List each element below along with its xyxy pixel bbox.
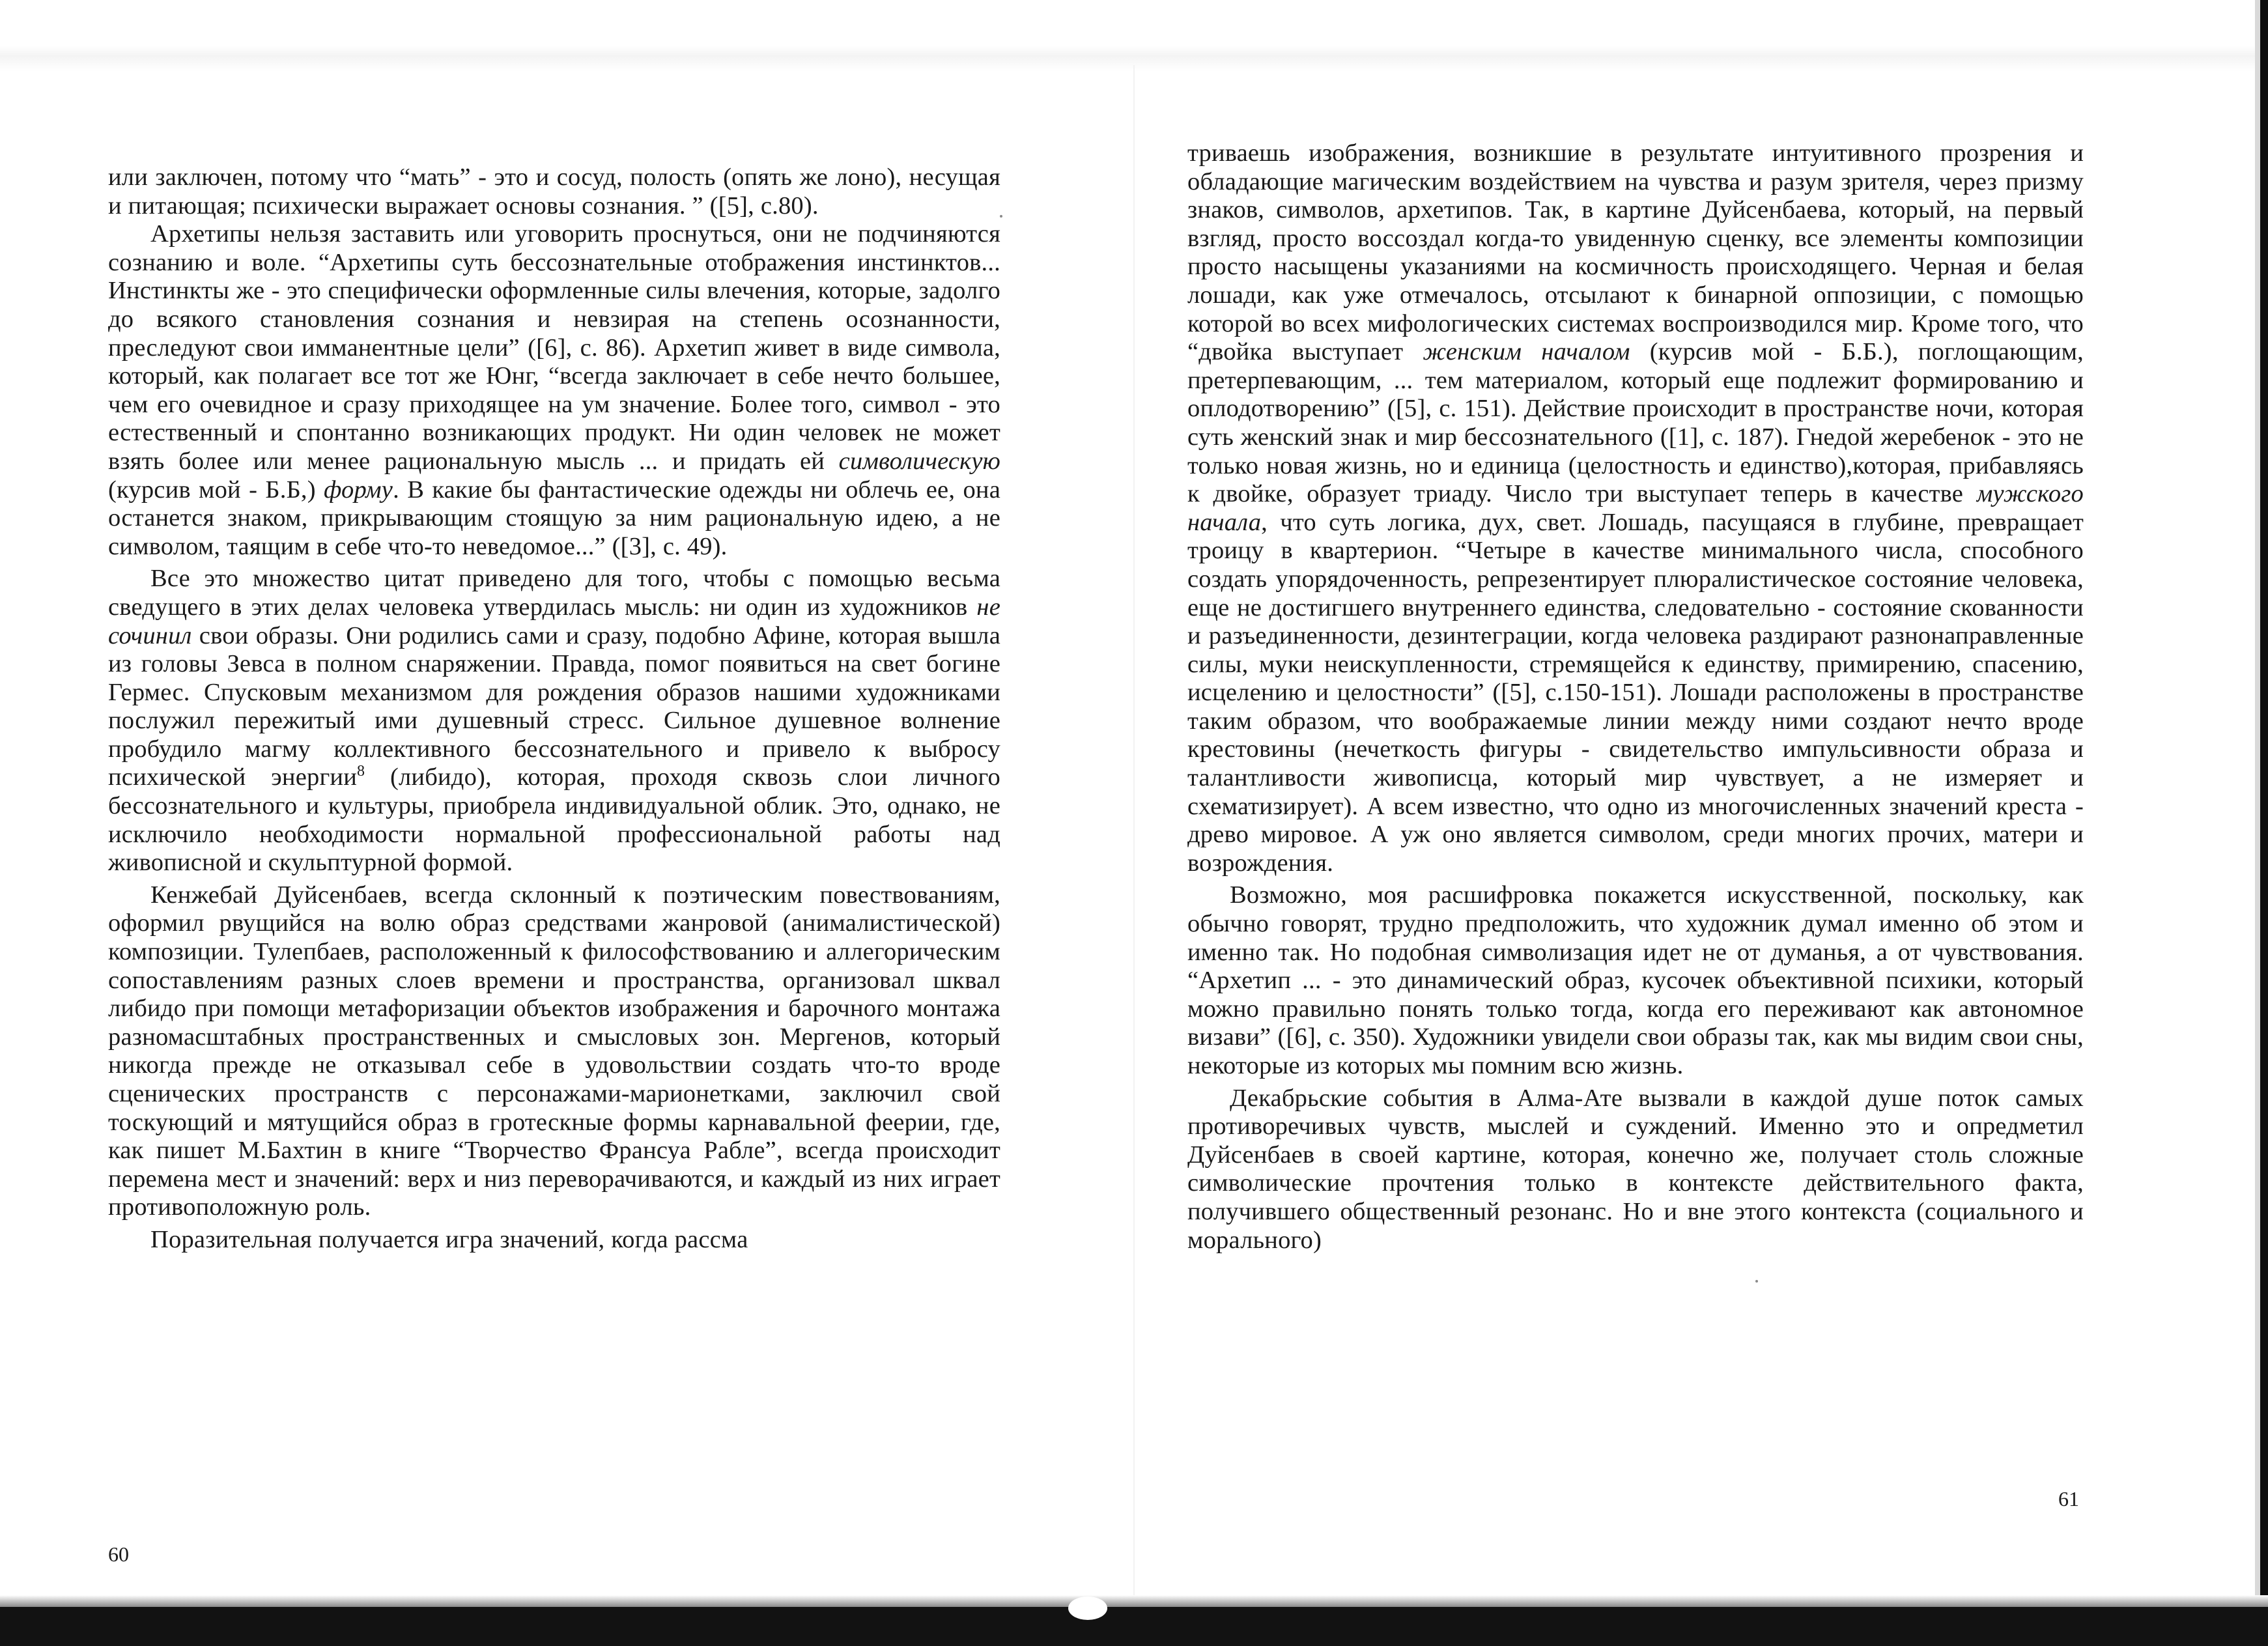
italic-text: символическую: [838, 447, 1000, 475]
text-run: Поразительная получается игра значений, когда рассма: [150, 1225, 748, 1253]
text-run: Возможно, моя расшифровка покажется искусственной, поскольку, как обычно говорят, трудно предположить, что художник думал именно об этом и именно так. Но подобная символизация идет не от думанья, а от чувствования. “Архетип ... - это динамический образ, кусочек объективной психики, который можно правильно понять только тогда, когда его переживают как автономное визави” ([6], с. 350). Художники увидели свои образы так, как мы видим свои сны, некоторые из которых мы помним всю жизнь.: [1187, 881, 2084, 1079]
scan-bottom-edge: [0, 1607, 2268, 1646]
text-run: Кенжебай Дуйсенбаев, всегда склонный к поэтическим повествованиям, оформил рвущийся на волю образ средствами жанровой (анималистической) композиции. Тулепбаев, расположенный к философствованию и аллегорическим сопоставлениям разных слоев времени и пространства, организовал шквал либидо при помощи метафоризации объектов изображения и барочного монтажа разномасштабных пространственных и смысловых зон. Мергенов, который никогда прежде не отказывал себе в удовольствии создать что-то вроде сценических пространств с персонажами-марионетками, заключил свой тоскующий и мятущийся образ в гротескные формы карнавальной феерии, где, как пишет М.Бахтин в книге “Творчество Франсуа Рабле”, всегда происходит перемена мест и значений: верх и низ переворачиваются, и каждый из них играет противоположную роль.: [108, 881, 1000, 1221]
text-run: свои образы. Они родились сами и сразу, подобно Афине, которая вышла из головы Зевса в полном снаряжении. Правда, помог появиться на свет богине Гермес. Спусковым механизмом для рождения образов нашими художниками послужил пережитый ими душевный стресс. Сильное душевное волнение пробудило магму коллективного бессознательного и привело к выбросу психической энергии: [108, 621, 1000, 791]
text-run: , что суть логика, дух, свет. Лошадь, пасущаяся в глубине, превращает троицу в квартерион. “Четыре в качестве минимального числа, способного создать упорядоченность, репрезентирует плюралистическое состояние человека, еще не достигшего внутреннего единства, следовательно - состояние скованности и разъединенности, дезинтеграции, когда человека раздирают разнонаправленные силы, муки неискупленности, стремящейся к единству, примирению, спасению, исцелению и целостности” ([5], с.150-151). Лошади расположены в пространстве таким образом, что воображаемые линии между ними создают нечто вроде крестовины (нечеткость фигуры - свидетельство импульсивности образа и талантливости живописца, который мир чувствует, а не измеряет и схематизирует). А всем известно, что одно из многочисленных значений креста - древо мировое. А уж оно является символом, среди многих прочих, матери и возрождения.: [1187, 508, 2084, 877]
text-run: . В какие бы фантастические одежды ни облечь ее, она останется знаком, прикрывающим стоящую за ним рациональную идею, а не символом, таящим в себе что-то неведомое...” ([3], с. 49).: [108, 475, 1000, 560]
text-run: Все это множество цитат приведено для того, чтобы с помощью весьма сведущего в этих делах человека утвердилась мысль: ни один из художников: [108, 565, 1000, 621]
text-run: (курсив мой - Б.Б,): [108, 475, 324, 504]
book-gutter: [1133, 65, 1135, 1615]
italic-text: мужского начала: [1187, 480, 2084, 536]
text-run: Декабрьские события в Алма-Ате вызвали в каждой душе поток самых противоречивых чувств, мыслей и суждений. Именно это и опредметил Дуйсенбаев в своей картине, которая, конечно же, получает столь сложные символические прочтения только в контексте действительного факта, получившего общественный резонанс. Но и вне этого контекста (социального и морального): [1187, 1084, 2084, 1254]
scan-speck: [1755, 1280, 1758, 1283]
paragraph: [108, 565, 1000, 877]
scan-bottom-notch: [1068, 1596, 1107, 1620]
scan-right-edge: [2260, 0, 2268, 1646]
scan-bottom-fade: [0, 1595, 2268, 1607]
footnote-marker: 8: [357, 763, 365, 780]
text-run: или заключен, потому что “мать” - это и сосуд, полость (опять же лоно), несущая и питающая; психически выражает основы сознания. ” ([5], с.80).: [108, 163, 1000, 220]
paragraph: [1187, 881, 2084, 1080]
page-number-right: 61: [2058, 1487, 2079, 1511]
paragraph: [1187, 139, 2084, 877]
paragraph: [1187, 1085, 2084, 1255]
scan-speck: [1000, 215, 1002, 218]
paragraph: [108, 163, 1000, 220]
italic-text: женским началом: [1423, 338, 1630, 366]
text-run: (либидо), которая, проходя сквозь слои личного бессознательного и культуры, приобрела индивидуальной облик. Это, однако, не исключило необходимости нормальной профессиональной работы над живописной и скульптурной формой.: [108, 763, 1001, 877]
text-run: Архетипы нельзя заставить или уговорить проснуться, они не подчиняются сознанию и воле. “Архетипы суть бессознательные отображения инстинктов... Инстинкты же - это специфически оформленные силы влечения, которые, задолго до всякого становления сознания и невзирая на степень осознанности, преследуют свои имманентные цели” ([6], с. 86). Архетип живет в виде символа, который, как полагает все тот же Юнг, “всегда заключает в себе нечто большее, чем его очевидное и сразу приходящее на ум значение. Более того, символ - это естественный и спонтанно возникающих продукт. Ни один человек не может взять более или менее рациональную мысль ... и придать ей: [108, 220, 1000, 475]
page-number-left: 60: [108, 1542, 129, 1566]
text-run: триваешь изображения, возникшие в результате интуитивного прозрения и обладающие магическим воздействием на чувства и разум зрителя, через призму знаков, символов, архетипов. Так, в картине Дуйсенбаева, который, на первый взгляд, просто воссоздал когда-то увиденную сценку, все элементы композиции просто насыщены указаниями на космичность происходящего. Черная и белая лошади, как уже отмечалось, отсылают к бинарной оппозиции, с помощью которой во всех мифологических системах воспроизводился мир. Кроме того, что “двойка выступает: [1187, 139, 2084, 366]
scan-right-shadow: [2255, 0, 2260, 1646]
paragraph: [108, 220, 1000, 561]
italic-text: не сочинил: [108, 593, 1000, 649]
right-page-text: [1187, 139, 2084, 1255]
paragraph: [108, 1226, 1000, 1255]
paragraph: [108, 881, 1000, 1222]
text-run: (курсив мой - Б.Б.), поглощающим, претерпевающим, ... тем материалом, который еще подлежит формированию и оплодотворению” ([5], с. 151). Действие происходит в пространстве ночи, которая суть женский знак и мир бессознательного ([1], с. 187). Гнедой жеребенок - это не только новая жизнь, но и единица (целостность и единство),которая, прибавляясь к двойке, образует триаду. Число три выступает теперь в качестве: [1187, 338, 2084, 508]
left-page-text: [108, 163, 1000, 1255]
italic-text: форму: [324, 475, 393, 504]
